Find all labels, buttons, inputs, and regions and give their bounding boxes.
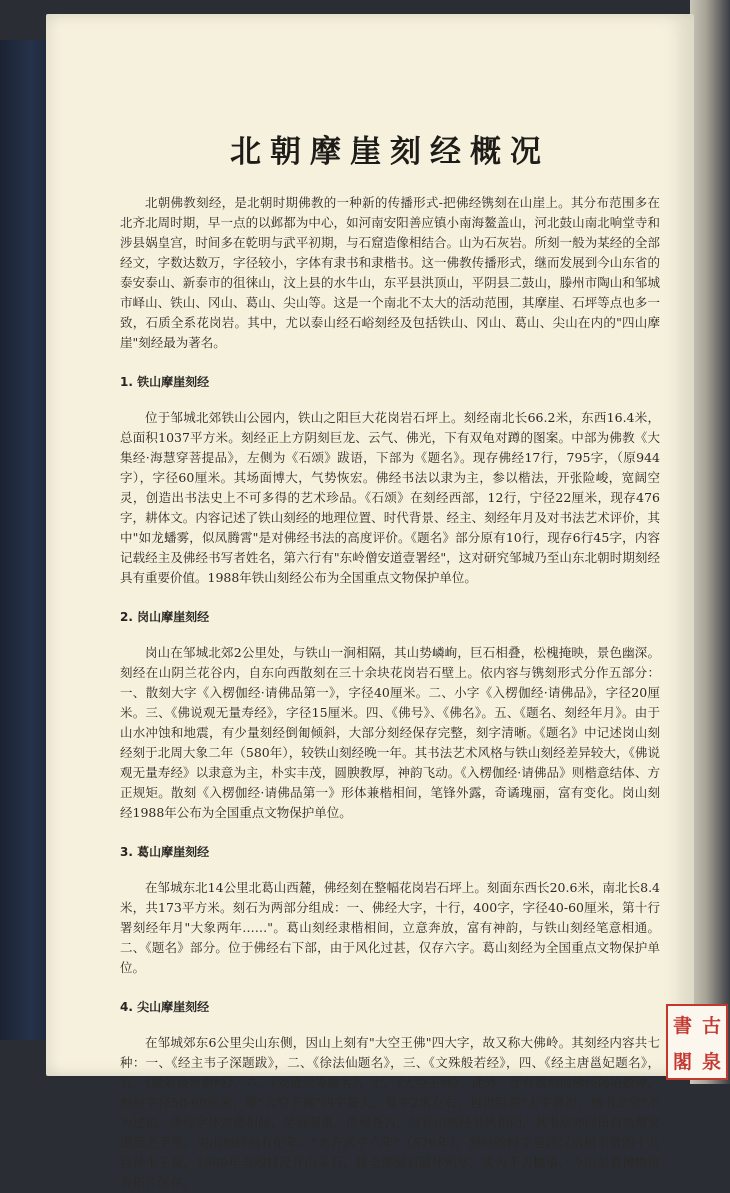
page-content <box>120 126 660 1193</box>
seal-char: 書 <box>672 1014 692 1037</box>
section-body-jianshan: 在邹城郊东6公里尖山东侧，因山上刻有"大空王佛"四大字，故又称大佛岭。其刻经内容共七种：一、《经主韦子深题跋》，二、《徐法仙题名》，三、《文殊般若经》，四、《经主唐邕妃题名》，五、《般若波罗密经》，六、《安道壹等题名》，七、《大空王佛》。此外，还有散刻的佛经偈语数种。刻经字径50-60厘米，唯"大空王佛"四字最大，每字2米左右，包世臣谓"大字鼻祖，榜书之宗"不为过也。佛经字体隶楷相间，笔画凝重，浑穆苍古，与铁山刻经书风相同，其书法亦同出自高僧安道壹之手笔。尖山刻经刻有纪年："北齐武平六年"（576年），刻经的经主是西汉丞相韦贤的十九世孙韦子深。1960年当地村民开山采石，将全部刻石破坏殆尽，实为千古憾事，今山东省博物馆有拓片保存。 <box>120 1035 660 1190</box>
seal-char: 古 <box>701 1014 721 1037</box>
section-heading-geshan: 3. 葛山摩崖刻经 <box>120 845 210 859</box>
watermark-seal-stamp <box>666 1004 728 1080</box>
intro-paragraph: 北朝佛教刻经，是北朝时期佛教的一种新的传播形式-把佛经镌刻在山崖上。其分布范围多在北齐北周时期，早一点的以邺都为中心，如河南安阳善应镇小南海鳌盖山，河北鼓山南北响堂寺和涉县娲皇宫，时间多在乾明与武平初期，与石窟造像相结合。山为石灰岩。所刻一般为某经的全部经文，字数达数万，字径较小，字体有隶书和隶楷书。这一佛教传播形式，继而发展到今山东省的泰安泰山、新泰市的徂徕山，汶上县的水牛山，东平县洪顶山，平阴县二鼓山，滕州市陶山和邹城市峄山、铁山、冈山、葛山、尖山等。这是一个南北不太大的活动范围，其摩崖、石坪等点也多一致，石质全系花岗岩。其中，尤以泰山经石峪刻经及包括铁山、冈山、葛山、尖山在内的"四山摩崖"刻经最为著名。 <box>120 195 660 350</box>
section-body-tieshan: 位于邹城北郊铁山公园内，铁山之阳巨大花岗岩石坪上。刻经南北长66.2米，东西16.4米，总面积1037平方米。刻经正上方阴刻巨龙、云气、佛光，下有双龟对蹲的图案。中部为佛教《大集经·海慧穿菩提品》，左侧为《石颂》跋语，下部为《题名》。现存佛经17行，795字，（原944字），字径60厘米。其场面博大，气势恢宏。佛经书法以隶为主，参以楷法，开张险峻，宽阔空灵，创造出书法史上不可多得的艺术珍品。《石颂》在刻经西部，12行，宁径22厘米，现存476字，耕体文。内容记述了铁山刻经的地理位置、时代背景、经主、刻经年月及对书法艺术评价，其中"如龙蟠雾，似凤腾霄"是对佛经书法的高度评价。《题名》部分原有10行，现存6行45字，内容记载经主及佛经书写者姓名，第六行有"东岭僧安道壹署经"，这对研究邹城乃至山东北朝时期刻经具有重要价值。1988年铁山刻经公布为全国重点文物保护单位。 <box>120 410 660 585</box>
section-heading-tieshan: 1. 铁山摩崖刻经 <box>120 375 210 389</box>
section-heading-jianshan: 4. 尖山摩崖刻经 <box>120 1000 210 1014</box>
book-page-edge <box>690 0 730 1084</box>
seal-char: 泉 <box>701 1050 721 1073</box>
book-page <box>46 14 694 1190</box>
book-cover-left <box>0 40 52 1040</box>
section-body-gangshan: 岗山在邹城北郊2公里处，与铁山一涧相隔，其山势嶙峋，巨石相叠，松槐掩映，景色幽深。刻经在山阴兰花谷内，自东向西散刻在三十余块花岗岩石壁上。依内容与镌刻形式分作五部分：一、散刻大字《入楞伽经·请佛品第一》，字径40厘米。二、小字《入楞伽经·请佛品》，字径20厘米。三、《佛说观无量寿经》，字径15厘米。四、《佛号》、《佛名》。五、《题名、刻经年月》。由于山水冲蚀和地震，有少量刻经倒匍倾斜，大部分刻经保存完整，刻字清晰。《题名》中记述岗山刻经刻于北周大象二年（580年），较铁山刻经晚一年。其书法艺术风格与铁山刻经差异较大，《佛说观无量寿经》以隶意为主，朴实丰茂，圆腴教厚，神韵飞动。《入楞伽经·请佛品》则楷意结体、方正规矩。散刻《入楞伽经·请佛品第一》形体兼楷相间，笔锋外露，奇谲瑰丽，富有变化。岗山刻经1988年公布为全国重点文物保护单位。 <box>120 645 660 820</box>
section-body-geshan: 在邹城东北14公里北葛山西麓，佛经刻在整幅花岗岩石坪上。刻面东西长20.6米，南北长8.4米，共173平方米。刻石为两部分组成：一、佛经大字，十行，400字，字径40-60厘米，第十行署刻经年月"大象两年……"。葛山刻经隶楷相间，立意奔放，富有神韵，与铁山刻经笔意相通。二、《题名》部分。位于佛经右下部，由于风化过甚，仅存六字。葛山刻经为全国重点文物保护单位。 <box>120 880 660 975</box>
seal-char: 閣 <box>672 1050 692 1073</box>
page-title: 北朝摩崖刻经概况 <box>230 134 550 170</box>
section-heading-gangshan: 2. 岗山摩崖刻经 <box>120 610 210 624</box>
